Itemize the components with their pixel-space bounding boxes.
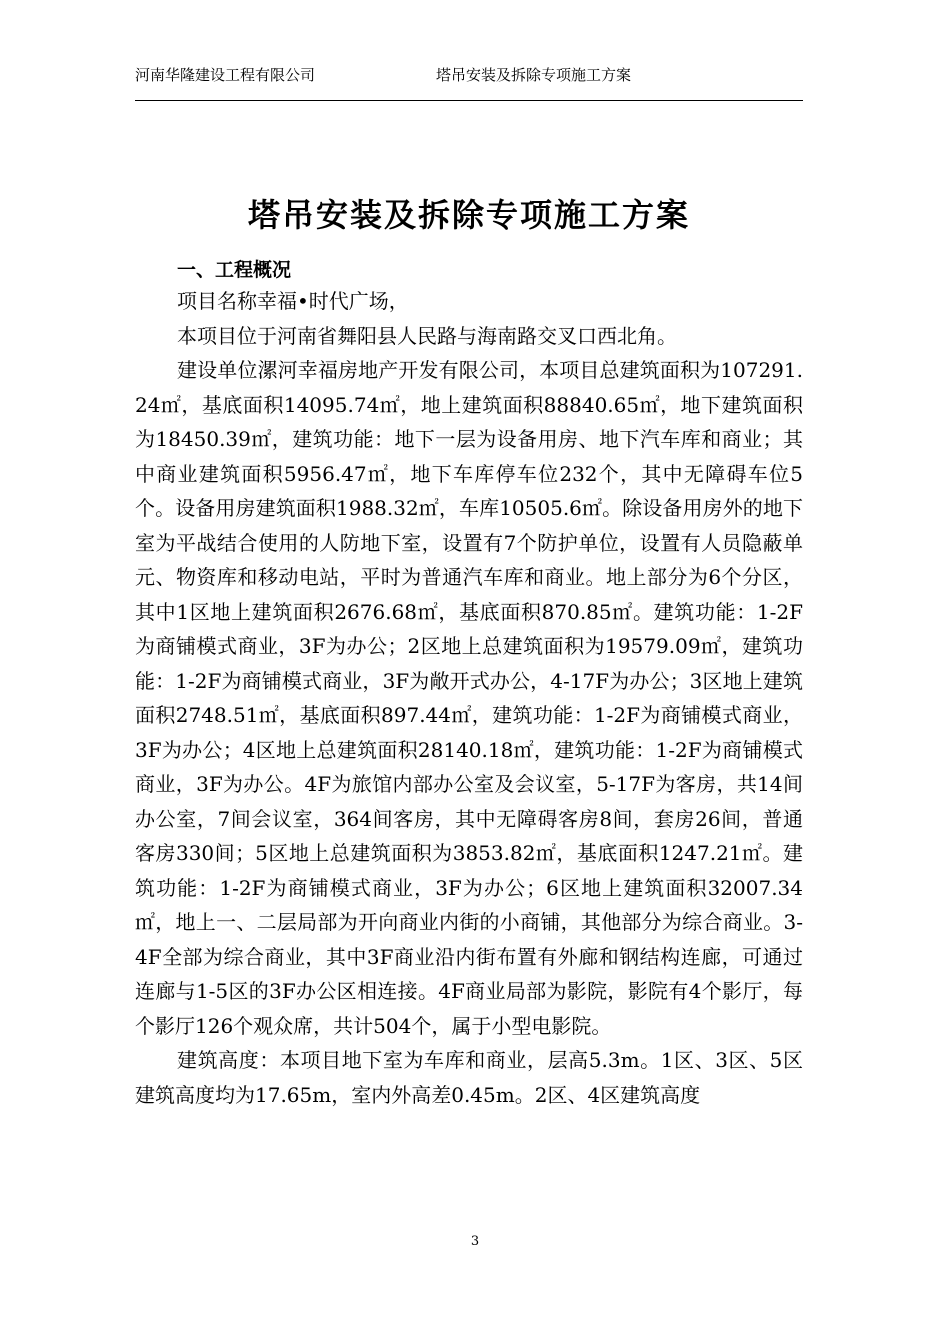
paragraph-building-height: 建筑高度：本项目地下室为车库和商业，层高5.3m。1区、3区、5区建筑高度均为17.65m，室内外高差0.45m。2区、4区建筑高度 (135, 1048, 803, 1107)
paragraph-location: 本项目位于河南省舞阳县人民路与海南路交叉口西北角。 (177, 323, 677, 348)
document-title: 塔吊安装及拆除专项施工方案 (247, 196, 690, 234)
page-number: 3 (470, 1234, 480, 1249)
header-divider (135, 100, 803, 101)
document-body (135, 256, 803, 1112)
section-heading: 一、工程概况 (177, 259, 292, 281)
paragraph-overview: 建设单位漯河幸福房地产开发有限公司，本项目总建筑面积为107291.24㎡，基底面积14095.74㎡，地上建筑面积88840.65㎡，地下建筑面积为18450.39㎡，建筑功能：地下一层为设备用房、地下汽车库和商业；其中商业建筑面积5956.47㎡，地下车库停车位232个，其中无障碍车位5个。设备用房建筑面积1988.32㎡，车库10505.6㎡。除设备用房外的地下室为平战结合使用的人防地下室，设置有7个防护单位，设置有人员隐蔽单元、物资库和移动电站，平时为普通汽车库和商业。地上部分为6个分区，其中1区地上建筑面积2676.68㎡，基底面积870.85㎡。建筑功能：1-2F为商铺模式商业，3F为办公；2区地上总建筑面积为19579.09㎡，建筑功能：1-2F为商铺模式商业，3F为敞开式办公，4-17F为办公；3区地上建筑面积2748.51㎡，基底面积897.44㎡，建筑功能：1-2F为商铺模式商业，3F为办公；4区地上总建筑面积28140.18㎡，建筑功能：1-2F为商铺模式商业，3F为办公。4F为旅馆内部办公室及会议室，5-17F为客房，共14间办公室，7间会议室，364间客房，其中无障碍客房8间，套房26间，普通客房330间；5区地上总建筑面积为3853.82㎡，基底面积1247.21㎡。建筑功能：1-2F为商铺模式商业，3F为办公；6区地上建筑面积32007.34㎡，地上一、二层局部为开向商业内街的小商铺，其他部分为综合商业。3-4F全部为综合商业，其中3F商业沿内街布置有外廊和钢结构连廊，可通过连廊与1-5区的3F办公区相连接。4F商业局部为影院，影院有4个影厅，每个影厅126个观众席，共计504个，属于小型电影院。 (135, 358, 803, 1038)
header-company-name: 河南华隆建设工程有限公司 (135, 66, 316, 84)
page-header (135, 64, 803, 88)
paragraph-project-name: 项目名称幸福•时代广场， (177, 289, 409, 313)
header-document-title: 塔吊安装及拆除专项施工方案 (436, 66, 632, 84)
